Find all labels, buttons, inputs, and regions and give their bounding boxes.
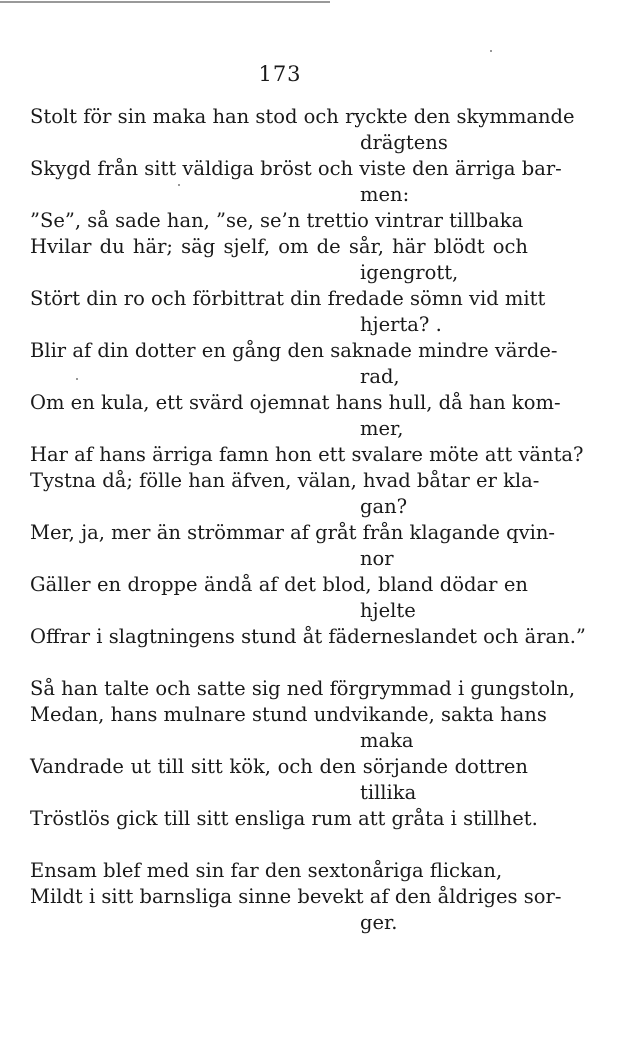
- verse-continuation: hjelte: [360, 599, 416, 622]
- page-number: 173: [258, 62, 302, 86]
- verse-line: Skygd från sitt väldiga bröst och viste den ärriga bar-: [30, 157, 562, 180]
- verse-continuation: hjerta? .: [360, 313, 442, 336]
- verse-line: Medan, hans mulnare stund undvikande, sakta hans: [30, 703, 547, 726]
- verse-continuation: gan?: [360, 495, 408, 518]
- verse-continuation: ger.: [360, 911, 398, 934]
- verse-continuation: men:: [360, 183, 410, 206]
- verse-line: Mildt i sitt barnsliga sinne bevekt af den åldriges sor-: [30, 885, 562, 908]
- verse-continuation: mer,: [360, 417, 404, 440]
- verse-continuation: igengrott,: [360, 261, 459, 284]
- verse-line: Blir af din dotter en gång den saknade mindre värde-: [30, 339, 558, 362]
- verse-line: Vandrade ut till sitt kök, och den sörjande dottren: [30, 755, 528, 778]
- verse-line: Hvilar du här; säg sjelf, om de sår, här blödt och: [30, 235, 528, 258]
- verse-line: Gäller en droppe ändå af det blod, bland dödar en: [30, 573, 528, 596]
- verse-continuation: drägtens: [360, 131, 448, 154]
- verse-line: Stolt för sin maka han stod och ryckte den skymmande: [30, 105, 575, 128]
- verse-line: Stört din ro och förbittrat din fredade sömn vid mitt: [30, 287, 546, 310]
- paper-speck: [76, 378, 78, 380]
- verse-line: Tröstlös gick till sitt ensliga rum att gråta i stillhet.: [30, 807, 538, 830]
- verse-line: ”Se”, så sade han, ”se, se’n trettio vintrar tillbaka: [30, 209, 524, 232]
- verse-line: Om en kula, ett svärd ojemnat hans hull, då han kom-: [30, 391, 561, 414]
- verse-line: Offrar i slagtningens stund åt fäderneslandet och äran.”: [30, 625, 586, 648]
- verse-continuation: maka: [360, 729, 414, 752]
- top-rule: [0, 1, 330, 3]
- verse-line: Mer, ja, mer än strömmar af gråt från klagande qvin-: [30, 521, 555, 544]
- verse-continuation: tillika: [360, 781, 417, 804]
- verse-line: Så han talte och satte sig ned förgrymmad i gungstoln,: [30, 677, 576, 700]
- verse-continuation: rad,: [360, 365, 400, 388]
- verse-continuation: nor: [360, 547, 394, 570]
- paper-speck: [490, 50, 492, 52]
- verse-line: Tystna då; fölle han äfven, välan, hvad båtar er kla-: [30, 469, 540, 492]
- verse-line: Ensam blef med sin far den sextonåriga flickan,: [30, 859, 503, 882]
- verse-line: Har af hans ärriga famn hon ett svalare möte att vänta?: [30, 443, 584, 466]
- paper-speck: [178, 184, 180, 186]
